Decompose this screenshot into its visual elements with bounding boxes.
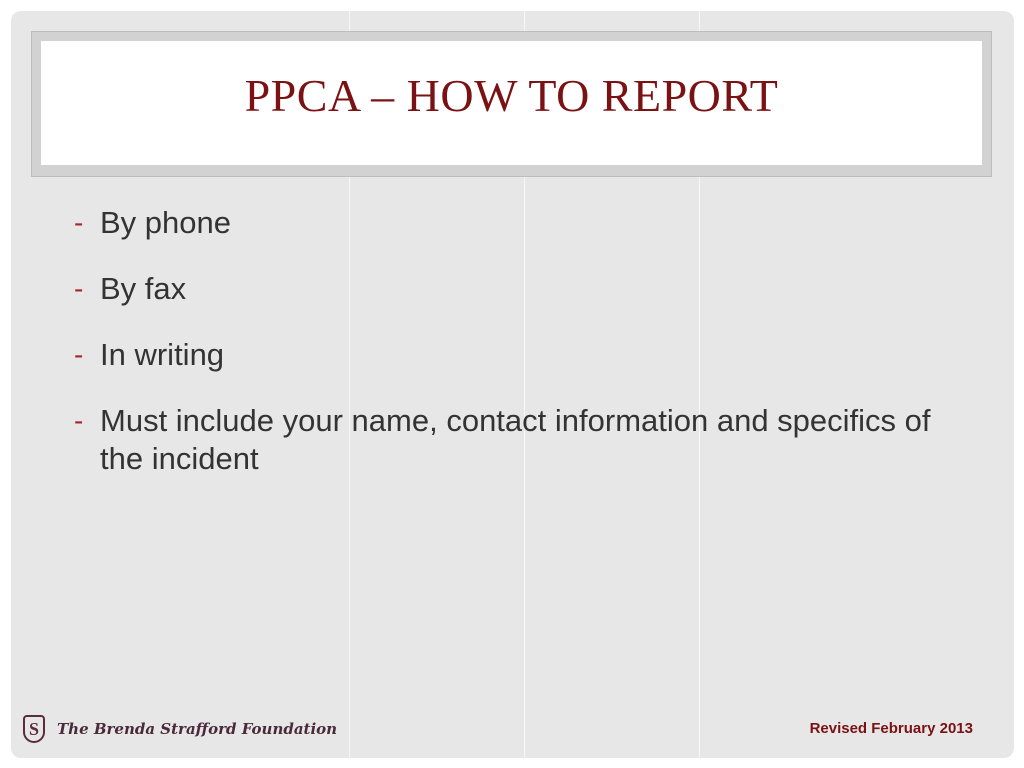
bullet-marker: - — [74, 339, 84, 370]
bullet-text: In writing — [100, 337, 225, 372]
bullet-text: By phone — [100, 205, 231, 240]
foundation-seal-icon: S — [23, 715, 45, 743]
title-box — [41, 41, 982, 165]
bullet-marker: - — [74, 273, 84, 304]
bullet-marker: - — [74, 207, 84, 238]
slide-title: PPCA – HOW TO REPORT — [244, 69, 779, 121]
bullet-text: Must include your name, contact information and specifics of the incident — [100, 403, 931, 476]
bullet-marker: - — [74, 405, 84, 436]
slide — [11, 11, 1014, 758]
list-item — [74, 270, 954, 308]
title-frame — [31, 31, 992, 177]
list-item — [74, 204, 954, 242]
revised-date: Revised February 2013 — [809, 720, 973, 737]
bullet-text: By fax — [100, 271, 187, 306]
bullet-list — [74, 204, 954, 506]
list-item — [74, 336, 954, 374]
list-item — [74, 402, 954, 478]
organization-name: The Brenda Strafford Foundation — [57, 720, 338, 738]
footer-logo — [23, 715, 337, 743]
